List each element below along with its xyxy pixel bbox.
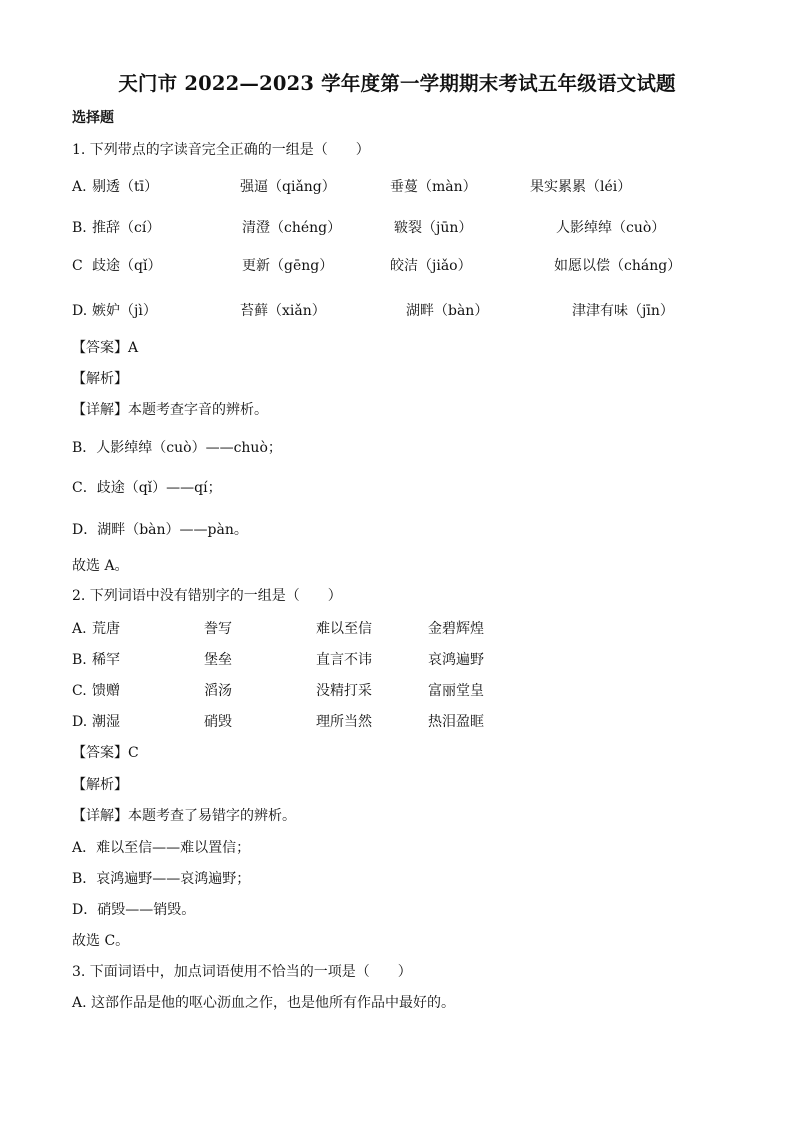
q2-explanation-line: A．难以至信——难以置信； xyxy=(72,840,251,856)
q2-option-c-item: 滔汤 xyxy=(204,683,232,699)
q1-option-a-item: 剔透（tī） xyxy=(92,179,159,195)
q1-option-c-item: 歧途（qǐ） xyxy=(92,258,162,274)
q2-option-c-item: 馈赠 xyxy=(92,683,120,699)
q2-option-b-item: 直言不讳 xyxy=(316,652,372,668)
q1-option-a-item: 果实累累（léi） xyxy=(530,179,632,195)
q2-analysis-label: 【解析】 xyxy=(72,777,128,793)
q2-detail: 【详解】本题考查了易错字的辨析。 xyxy=(72,808,296,824)
q2-option-c-item: 富丽堂皇 xyxy=(428,683,484,699)
q2-option-d-letter: D. xyxy=(72,714,88,730)
q2-option-c-letter: C. xyxy=(72,683,87,699)
q1-option-b-item: 皲裂（jūn） xyxy=(394,220,473,236)
q1-option-a-letter: A. xyxy=(72,179,87,195)
q1-explanation-line: D．湖畔（bàn）——pàn。 xyxy=(72,522,248,538)
q2-option-a-item: 金碧辉煌 xyxy=(428,621,484,637)
q2-option-a-letter: A. xyxy=(72,621,87,637)
q1-option-d-item: 嫉妒（jì） xyxy=(92,303,157,319)
q2-option-d-item: 硝毁 xyxy=(204,714,232,730)
q2-option-a-item: 誊写 xyxy=(204,621,232,637)
q1-answer: 【答案】A xyxy=(72,340,139,356)
q1-option-b-item: 推辞（cí） xyxy=(92,220,161,236)
q1-option-c-item: 皎洁（jiǎo） xyxy=(390,258,472,274)
q3-stem: 3. 下面词语中，加点词语使用不恰当的一项是（ ） xyxy=(72,964,412,980)
q1-analysis-label: 【解析】 xyxy=(72,371,128,387)
q1-option-b-item: 清澄（chéng） xyxy=(242,220,342,236)
q1-explanation-line: B．人影绰绰（cuò）——chuò； xyxy=(72,440,282,456)
q2-option-b-letter: B. xyxy=(72,652,87,668)
q1-option-c-letter: C xyxy=(72,258,83,274)
q1-option-a-item: 强逼（qiǎng） xyxy=(240,179,336,195)
q1-option-d-item: 津津有味（jīn） xyxy=(572,303,674,319)
q1-option-c-item: 更新（gēng） xyxy=(242,258,334,274)
q2-explanation-line: B．哀鸿遍野——哀鸿遍野； xyxy=(72,871,251,887)
q1-detail: 【详解】本题考查字音的辨析。 xyxy=(72,402,268,418)
q1-option-b-letter: B. xyxy=(72,220,87,236)
q2-option-b-item: 堡垒 xyxy=(204,652,232,668)
page-title: 天门市 2022—2023 学年度第一学期期末考试五年级语文试题 xyxy=(118,72,676,95)
q2-option-d-item: 热泪盈眶 xyxy=(428,714,484,730)
q3-option-a: A. 这部作品是他的呕心沥血之作，也是他所有作品中最好的。 xyxy=(72,995,456,1011)
q2-stem: 2. 下列词语中没有错别字的一组是（ ） xyxy=(72,588,342,604)
q1-option-d-letter: D. xyxy=(72,303,88,319)
q1-option-b-item: 人影绰绰（cuò） xyxy=(556,220,666,236)
q1-stem: 1. 下列带点的字读音完全正确的一组是（ ） xyxy=(72,142,370,158)
q2-option-d-item: 理所当然 xyxy=(316,714,372,730)
q2-explanation-line: D．硝毁——销毁。 xyxy=(72,902,196,918)
q2-conclusion: 故选 C。 xyxy=(72,933,130,949)
q2-answer: 【答案】C xyxy=(72,745,139,761)
section-heading: 选择题 xyxy=(72,110,114,126)
q2-option-b-item: 哀鸿遍野 xyxy=(428,652,484,668)
q1-conclusion: 故选 A。 xyxy=(72,558,129,574)
q2-option-b-item: 稀罕 xyxy=(92,652,120,668)
q2-option-a-item: 难以至信 xyxy=(316,621,372,637)
q1-option-a-item: 垂蔓（màn） xyxy=(390,179,477,195)
q2-option-c-item: 没精打采 xyxy=(316,683,372,699)
q2-option-d-item: 潮湿 xyxy=(92,714,120,730)
q1-option-d-item: 苔藓（xiǎn） xyxy=(240,303,326,319)
q1-explanation-line: C．歧途（qǐ）——qí； xyxy=(72,480,222,496)
q2-option-a-item: 荒唐 xyxy=(92,621,120,637)
q1-option-c-item: 如愿以偿（cháng） xyxy=(554,258,682,274)
q1-option-d-item: 湖畔（bàn） xyxy=(406,303,489,319)
